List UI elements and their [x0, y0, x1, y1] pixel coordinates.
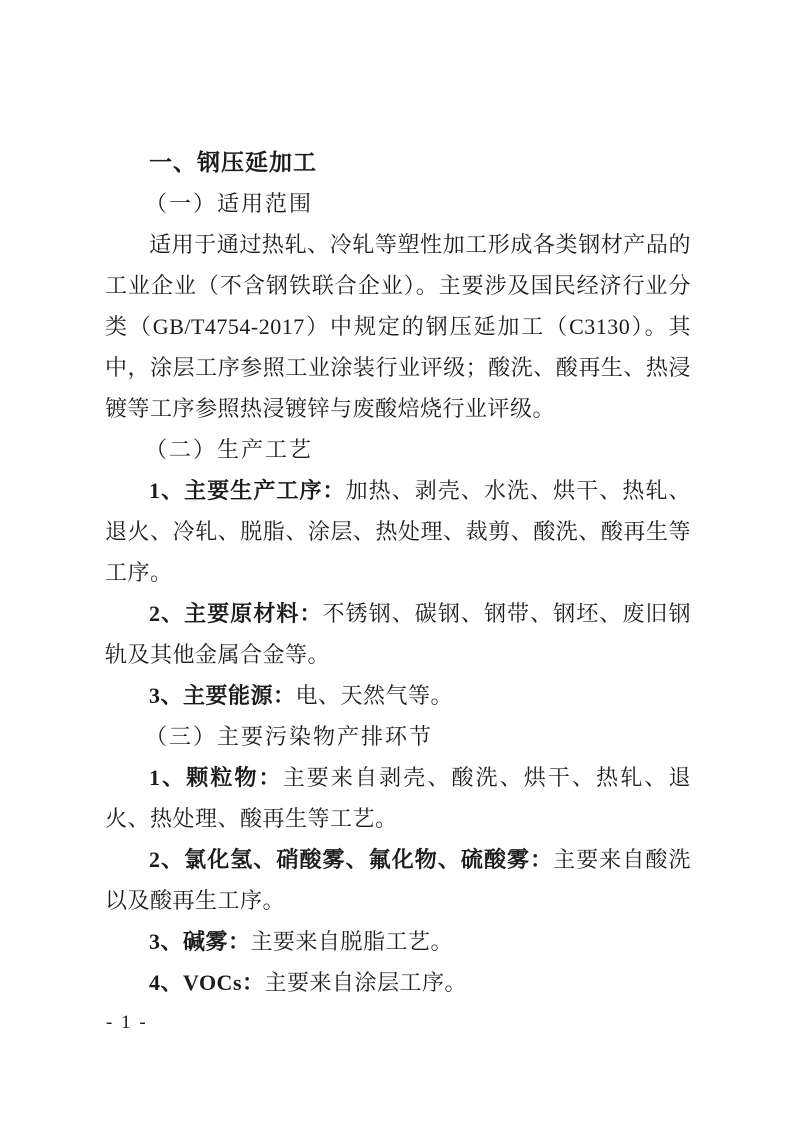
page-number: - 1 -	[106, 1012, 148, 1033]
paragraph-acid-mists	[105, 839, 691, 921]
paragraph-text: 主要来自酸洗以及酸再生工序。	[105, 847, 691, 913]
paragraph-lead: 2、主要原材料：	[149, 601, 323, 626]
paragraph-text: 加热、剥壳、水洗、烘干、热轧、退火、冷轧、脱脂、涂层、热处理、裁剪、酸洗、酸再生等工序。	[105, 478, 691, 585]
paragraph-main-processes	[105, 470, 691, 593]
paragraph-raw-materials	[105, 593, 691, 675]
paragraph-scope	[105, 224, 691, 429]
paragraph-text: 主要来自剥壳、酸洗、烘干、热轧、退火、热处理、酸再生等工艺。	[105, 765, 691, 831]
subsection-title-pollutants: （三）主要污染物产排环节	[145, 724, 434, 749]
paragraph-text: 主要来自脱脂工艺。	[250, 929, 454, 954]
paragraph-lead: 1、颗粒物：	[149, 765, 283, 790]
paragraph-lead: 1、主要生产工序：	[149, 478, 346, 503]
paragraph-text: 适用于通过热轧、冷轧等塑性加工形成各类钢材产品的工业企业（不含钢铁联合企业）。主要涉及国民经济行业分类（GB/T4754-2017）中规定的钢压延加工（C3130）。其中，涂层工序参照工业涂装行业评级；酸洗、酸再生、热浸镀等工序参照热浸镀锌与废酸焙烧行业评级。	[105, 232, 691, 421]
subsection-title-process: （二）生产工艺	[145, 437, 314, 462]
paragraph-energy	[105, 675, 691, 716]
paragraph-lead: 3、主要能源：	[149, 683, 296, 708]
paragraph-lead: 2、氯化氢、硝酸雾、氟化物、硫酸雾：	[149, 847, 554, 872]
paragraph-text: 电、天然气等。	[295, 683, 454, 708]
paragraph-lead: 4、VOCs：	[149, 970, 265, 995]
paragraph-lead: 3、碱雾：	[149, 929, 251, 954]
section-heading: 一、钢压延加工	[149, 149, 317, 175]
paragraph-vocs	[105, 962, 691, 1003]
subsection-title-scope: （一）适用范围	[145, 191, 314, 216]
paragraph-alkali-mist	[105, 921, 691, 962]
paragraph-particulates	[105, 757, 691, 839]
paragraph-text: 不锈钢、碳钢、钢带、钢坯、废旧钢轨及其他金属合金等。	[105, 601, 691, 667]
paragraph-text: 主要来自涂层工序。	[264, 970, 468, 995]
